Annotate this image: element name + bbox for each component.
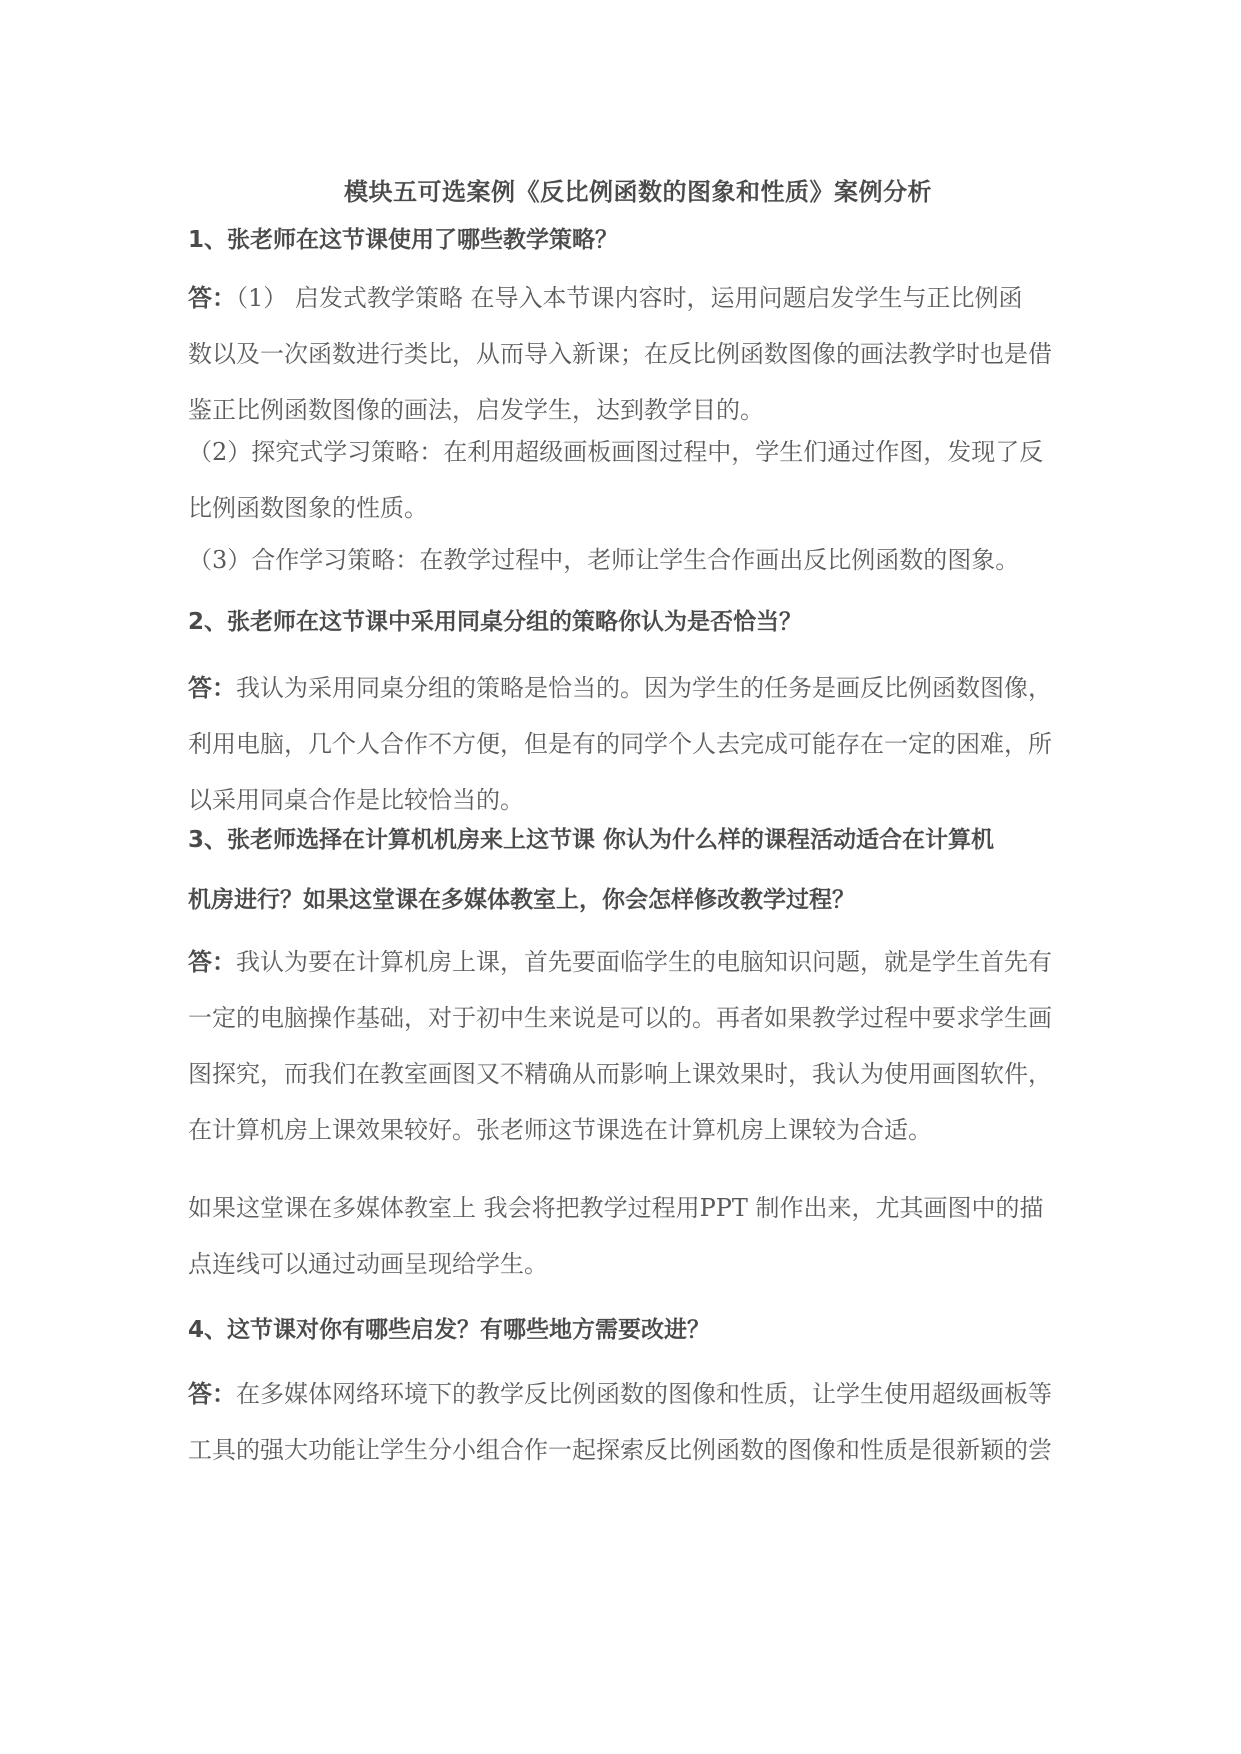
answer-line: 点连线可以通过动画呈现给学生。 bbox=[188, 1250, 548, 1278]
answer-line: （3）合作学习策略：在教学过程中，老师让学生合作画出反比例函数的图象。 bbox=[188, 546, 1020, 574]
answer-line: 鉴正比例函数图像的画法，启发学生，达到教学目的。 bbox=[188, 396, 764, 424]
answer-line: 如果这堂课在多媒体教室上 我会将把教学过程用PPT 制作出来，尤其画图中的描 bbox=[188, 1194, 1044, 1222]
answer-line: 答：我认为采用同桌分组的策略是恰当的。因为学生的任务是画反比例函数图像， bbox=[188, 674, 1052, 702]
answer-1-part-1 bbox=[188, 270, 1088, 438]
answer-line: 图探究，而我们在教室画图又不精确从而影响上课效果时，我认为使用画图软件， bbox=[188, 1060, 1052, 1088]
answer-line: 答：（1） 启发式教学策略 在导入本节课内容时，运用问题启发学生与正比例函 bbox=[188, 284, 1023, 312]
question-line: 机房进行？如果这堂课在多媒体教室上，你会怎样修改教学过程？ bbox=[188, 887, 855, 913]
answer-label: 答： bbox=[188, 284, 236, 312]
answer-2 bbox=[188, 660, 1088, 828]
page-title: 模块五可选案例《反比例函数的图象和性质》案例分析 bbox=[344, 178, 932, 206]
answer-1-part-2 bbox=[188, 424, 1088, 536]
answer-3 bbox=[188, 934, 1088, 1158]
answer-line: 工具的强大功能让学生分小组合作一起探索反比例函数的图像和性质是很新颖的尝 bbox=[188, 1436, 1052, 1464]
answer-line: 以采用同桌合作是比较恰当的。 bbox=[188, 786, 524, 814]
question-3 bbox=[188, 810, 1088, 930]
answer-line: （2）探究式学习策略：在利用超级画板画图过程中，学生们通过作图，发现了反 bbox=[188, 438, 1044, 466]
answer-line: 一定的电脑操作基础，对于初中生来说是可以的。再者如果教学过程中要求学生画 bbox=[188, 1004, 1052, 1032]
answer-label: 答： bbox=[188, 674, 236, 702]
answer-1-part-3 bbox=[188, 532, 1088, 588]
answer-line: 数以及一次函数进行类比，从而导入新课；在反比例函数图像的画法教学时也是借 bbox=[188, 340, 1052, 368]
answer-line: 答：我认为要在计算机房上课，首先要面临学生的电脑知识问题，就是学生首先有 bbox=[188, 948, 1052, 976]
answer-line: 答：在多媒体网络环境下的教学反比例函数的图像和性质，让学生使用超级画板等 bbox=[188, 1380, 1052, 1408]
answer-4 bbox=[188, 1366, 1088, 1478]
question-1: 1、张老师在这节课使用了哪些教学策略？ bbox=[188, 227, 619, 253]
answer-label: 答： bbox=[188, 948, 236, 976]
question-2: 2、张老师在这节课中采用同桌分组的策略你认为是否恰当？ bbox=[188, 609, 803, 635]
answer-line: 利用电脑，几个人合作不方便，但是有的同学个人去完成可能存在一定的困难，所 bbox=[188, 730, 1052, 758]
answer-line: 在计算机房上课效果较好。张老师这节课选在计算机房上课较为合适。 bbox=[188, 1116, 932, 1144]
question-4: 4、这节课对你有哪些启发？有哪些地方需要改进？ bbox=[188, 1317, 711, 1343]
answer-label: 答： bbox=[188, 1380, 236, 1408]
answer-3-extra bbox=[188, 1180, 1088, 1292]
question-line: 3、张老师选择在计算机机房来上这节课 你认为什么样的课程活动适合在计算机 bbox=[188, 827, 995, 853]
answer-line: 比例函数图象的性质。 bbox=[188, 494, 428, 522]
